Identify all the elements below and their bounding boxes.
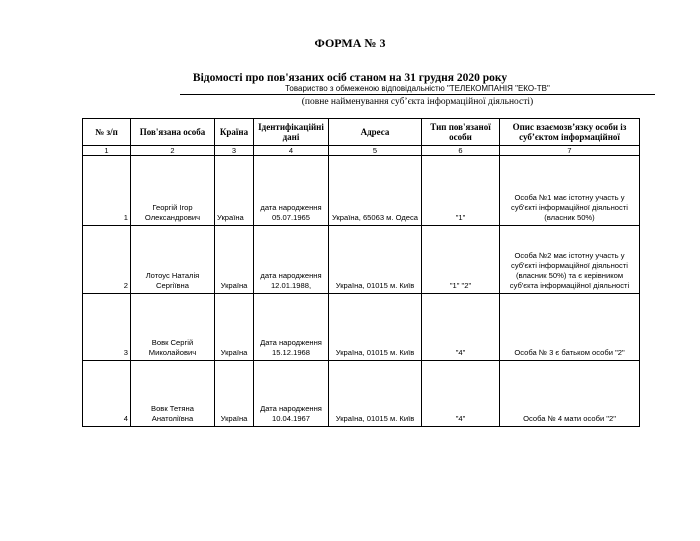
person-name: Вовк Сергій Миколайович (131, 294, 215, 361)
header-address: Адреса (329, 119, 422, 146)
column-number: 5 (329, 146, 422, 156)
column-number: 1 (83, 146, 131, 156)
column-number: 2 (131, 146, 215, 156)
column-number-row (83, 146, 640, 156)
address: Україна, 01015 м. Київ (329, 226, 422, 294)
country: Україна (215, 226, 254, 294)
address: Україна, 01015 м. Київ (329, 294, 422, 361)
person-name: Лотоус Наталія Сергіївна (131, 226, 215, 294)
related-persons-table (82, 118, 640, 427)
address: Україна, 01015 м. Київ (329, 361, 422, 427)
document-title: Відомості про пов'язаних осіб станом на 31 грудня 2020 року (192, 72, 508, 84)
table-row (83, 361, 640, 427)
identification-data: Дата народження 10.04.1967 (254, 361, 329, 427)
country: Україна (215, 361, 254, 427)
identification-data: Дата народження 15.12.1968 (254, 294, 329, 361)
table-row (83, 226, 640, 294)
table-row (83, 294, 640, 361)
row-number: 3 (83, 294, 131, 361)
relationship-description: Особа №2 має істотну участь у суб'єкті інформаційної діяльності (власник 50%) та є керівником суб'єкта інформаційної діяльності (500, 226, 640, 294)
relationship-description: Особа № 3 є батьком особи "2" (500, 294, 640, 361)
column-number: 3 (215, 146, 254, 156)
column-number: 6 (422, 146, 500, 156)
row-number: 4 (83, 361, 131, 427)
person-type: "1" "2" (422, 226, 500, 294)
person-type: "4" (422, 361, 500, 427)
form-title: ФОРМА № 3 (314, 36, 386, 50)
address: Україна, 65063 м. Одеса (329, 156, 422, 226)
table-row (83, 156, 640, 226)
column-number: 4 (254, 146, 329, 156)
identification-data: дата народження 12.01.1988, (254, 226, 329, 294)
row-number: 2 (83, 226, 131, 294)
row-number: 1 (83, 156, 131, 226)
header-country: Країна (215, 119, 254, 146)
country: Україна (215, 294, 254, 361)
identification-data: дата народження 05.07.1965 (254, 156, 329, 226)
header-id-data: Ідентифікаційні дані (254, 119, 329, 146)
relationship-description: Особа №1 має істотну участь у суб'єкті інформаційної діяльності (власник 50%) (500, 156, 640, 226)
person-type: "1" (422, 156, 500, 226)
column-number: 7 (500, 146, 640, 156)
person-name: Георгій Ігор Олександрович (131, 156, 215, 226)
company-name-caption: (повне найменування суб’єкта інформаційної діяльності) (301, 97, 534, 107)
country: Україна (215, 156, 254, 226)
table-header-row (83, 119, 640, 146)
person-name: Вовк Тетяна Анатоліївна (131, 361, 215, 427)
header-type: Тип пов'язаної особи (422, 119, 500, 146)
header-number: № з/п (83, 119, 131, 146)
person-type: "4" (422, 294, 500, 361)
header-person: Пов'язана особа (131, 119, 215, 146)
header-description: Опис взаємозв’язку особи із суб’єктом інформаційної (500, 119, 640, 146)
relationship-description: Особа № 4 мати особи "2" (500, 361, 640, 427)
company-name: Товариство з обмеженою відповідальністю "ТЕЛЕКОМПАНІЯ "ЕКО-ТВ" (180, 84, 655, 95)
